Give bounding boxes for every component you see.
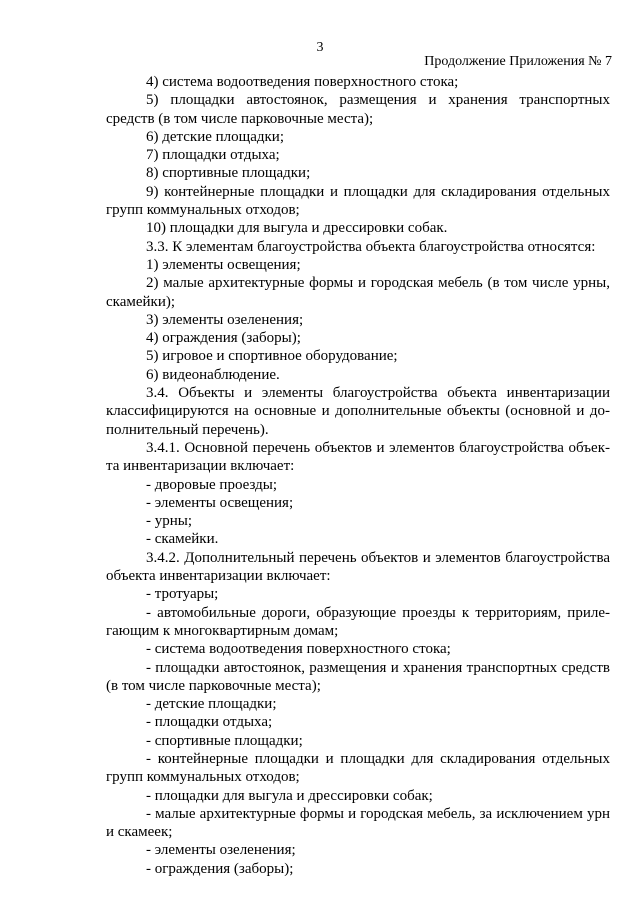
paragraph: 6) видеонаблюдение. — [146, 366, 280, 383]
document-body — [106, 73, 610, 878]
paragraph: 2) малые архитектурные формы и городская мебель (в том числе урны, скамейки); — [106, 275, 610, 310]
paragraph: 10) площадки для выгула и дрессировки собак. — [146, 220, 448, 237]
section-heading: 3.4.2. Дополнительный перечень объектов и элементов благоустройства объекта инвентаризации включает: — [106, 549, 610, 585]
list-item: - спортивные площадки; — [146, 732, 303, 749]
paragraph: 6) детские площадки; — [146, 128, 284, 145]
list-item: - тротуары; — [146, 586, 219, 603]
list-item: - ограждения (заборы); — [146, 860, 294, 877]
paragraph: 8) спортивные площадки; — [146, 165, 311, 182]
list-item: - скамейки. — [146, 531, 219, 548]
list-item: - автомобильные дороги, образующие проезды к территориям, прилегающим к многоквартирным домам; — [106, 604, 610, 639]
appendix-header: Продолжение Приложения № 7 — [424, 54, 612, 69]
list-item: - элементы озеленения; — [146, 842, 296, 859]
paragraph: 5) игровое и спортивное оборудование; — [146, 348, 398, 365]
paragraph: 7) площадки отдыха; — [146, 147, 280, 164]
list-item: - контейнерные площадки и площадки для складирования отдельных групп коммунальных отходов; — [106, 750, 610, 786]
list-item: - урны; — [146, 513, 193, 530]
list-item: - площадки автостоянок, размещения и хранения транспортных средств (в том числе парковочные места); — [106, 659, 610, 694]
section-heading: 3.4.1. Основной перечень объектов и элементов благоустройства объекта инвентаризации включает: — [106, 439, 610, 475]
list-item: - система водоотведения поверхностного стока; — [146, 641, 451, 658]
section-heading: 3.4. Объекты и элементы благоустройства объекта инвентаризации классифицируются на основные и дополнительные объекты (основной и дополнительный перечень). — [106, 385, 610, 438]
paragraph: 1) элементы освещения; — [146, 256, 301, 273]
paragraph: 9) контейнерные площадки и площадки для складирования отдельных групп коммунальных отходов; — [106, 183, 610, 219]
page-number: 3 — [316, 40, 324, 55]
list-item: - площадки для выгула и дрессировки собак; — [146, 787, 433, 804]
list-item: - элементы освещения; — [146, 494, 294, 511]
paragraph: 4) ограждения (заборы); — [146, 330, 301, 347]
list-item: - площадки отдыха; — [146, 714, 273, 731]
paragraph: 5) площадки автостоянок, размещения и хранения транспортных средств (в том числе парковочные места); — [106, 92, 610, 127]
section-heading: 3.3. К элементам благоустройства объекта благоустройства относятся: — [146, 238, 596, 255]
list-item: - дворовые проезды; — [146, 476, 278, 493]
list-item: - детские площадки; — [146, 696, 277, 713]
paragraph: 3) элементы озеленения; — [146, 311, 304, 328]
list-item: - малые архитектурные формы и городская мебель, за исключением урн и скамеек; — [106, 805, 610, 841]
paragraph: 4) система водоотведения поверхностного стока; — [146, 74, 459, 90]
